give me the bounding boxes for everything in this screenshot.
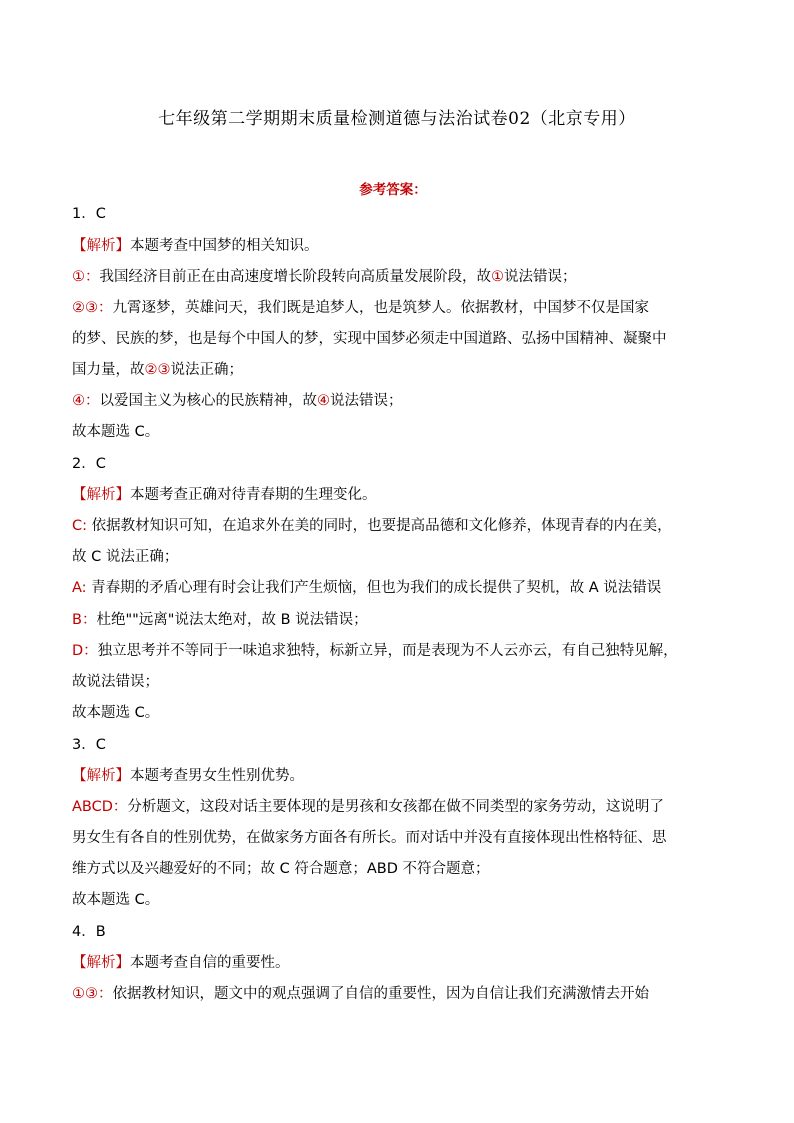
answer-line bbox=[72, 672, 732, 692]
answer-line bbox=[72, 735, 732, 755]
highlight-text: A: bbox=[72, 580, 92, 596]
highlight-text: ①③： bbox=[72, 986, 113, 1002]
line-text: 本题考查中国梦的相关知识。 bbox=[130, 238, 319, 254]
line-text: 依据教材知识，题文中的观点强调了自信的重要性，因为自信让我们充满激情去开始 bbox=[112, 986, 649, 1002]
line-text: 依据教材知识可知，在追求外在美的同时，也要提高品德和文化修养，体现青春的内在美， bbox=[91, 518, 672, 534]
answer-line bbox=[72, 922, 732, 942]
line-text: 独立思考并不等同于一味追求独特，标新立异，而是表现为不人云亦云，有自己独特见解， bbox=[97, 643, 678, 659]
line-text: 的梦、民族的梦，也是每个中国人的梦，实现中国梦必须走中国道路、弘扬中国精神、凝聚中 bbox=[72, 331, 667, 347]
highlight-text: ④ bbox=[317, 393, 330, 409]
document-title: 七年级第二学期期末质量检测道德与法治试卷02（北京专用） bbox=[158, 109, 636, 129]
highlight-text: B： bbox=[72, 612, 97, 628]
line-text: 1．C bbox=[72, 206, 106, 222]
answer-line bbox=[72, 859, 732, 879]
line-text: 2．C bbox=[72, 456, 106, 472]
answer-line bbox=[72, 516, 732, 536]
answer-line bbox=[72, 485, 732, 505]
line-text: 我国经济目前正在由高速度增长阶段转向高质量发展阶段，故 bbox=[99, 269, 491, 285]
answer-line bbox=[72, 828, 732, 848]
line-text: 故 C 说法正确； bbox=[72, 549, 179, 565]
answer-line bbox=[72, 953, 732, 973]
highlight-text: ①： bbox=[72, 269, 100, 285]
highlight-text: C: bbox=[72, 518, 92, 534]
answer-line bbox=[72, 610, 732, 630]
answer-line bbox=[72, 547, 732, 567]
line-text: 说法正确； bbox=[170, 362, 243, 378]
answer-line bbox=[72, 329, 732, 349]
answer-line bbox=[72, 641, 732, 661]
answer-line bbox=[72, 797, 732, 817]
line-text: 维方式以及兴趣爱好的不同；故 C 符合题意；ABD 不符合题意； bbox=[72, 861, 490, 877]
answer-line bbox=[72, 703, 732, 723]
line-text: 故本题选 C。 bbox=[72, 892, 160, 908]
highlight-text: 【解析】 bbox=[72, 238, 130, 254]
line-text: 男女生有各自的性别优势，在做家务方面各有所长。而对话中并没有直接体现出性格特征、思 bbox=[72, 830, 667, 846]
answer-line bbox=[72, 890, 732, 910]
answer-line bbox=[72, 204, 732, 224]
answer-line bbox=[72, 578, 732, 598]
highlight-text: ④： bbox=[72, 393, 100, 409]
highlight-text: ②③ bbox=[144, 362, 171, 378]
line-text: 本题考查男女生性别优势。 bbox=[130, 768, 304, 784]
line-text: 说法错误； bbox=[330, 393, 403, 409]
line-text: 分析题文，这段对话主要体现的是男孩和女孩都在做不同类型的家务劳动，这说明了 bbox=[127, 799, 664, 815]
highlight-text: ABCD： bbox=[72, 799, 128, 815]
answer-line bbox=[72, 360, 732, 380]
line-text: 国力量，故 bbox=[72, 362, 145, 378]
line-text: 以爱国主义为核心的民族精神，故 bbox=[99, 393, 317, 409]
line-text: 故说法错误； bbox=[72, 674, 159, 690]
highlight-text: ① bbox=[491, 269, 504, 285]
line-text: 杜绝""远离"说法太绝对，故 B 说法错误； bbox=[96, 612, 368, 628]
line-text: 故本题选 C。 bbox=[72, 705, 160, 721]
highlight-text: ②③： bbox=[72, 300, 113, 316]
answer-line bbox=[72, 422, 732, 442]
line-text: 4．B bbox=[72, 924, 106, 940]
line-text: 本题考查自信的重要性。 bbox=[130, 955, 290, 971]
highlight-text: 【解析】 bbox=[72, 768, 130, 784]
answer-heading: 参考答案： bbox=[359, 182, 427, 198]
answer-line bbox=[72, 298, 732, 318]
highlight-text: 【解析】 bbox=[72, 955, 130, 971]
answer-line bbox=[72, 391, 732, 411]
answer-line bbox=[72, 454, 732, 474]
line-text: 故本题选 C。 bbox=[72, 424, 160, 440]
line-text: 3．C bbox=[72, 737, 106, 753]
highlight-text: 【解析】 bbox=[72, 487, 130, 503]
answer-line bbox=[72, 267, 732, 287]
line-text: 说法错误； bbox=[504, 269, 577, 285]
line-text: 九霄逐梦，英雄问天，我们既是追梦人，也是筑梦人。依据教材，中国梦不仅是国家 bbox=[112, 300, 649, 316]
answer-line bbox=[72, 236, 732, 256]
highlight-text: D： bbox=[72, 643, 98, 659]
answer-line bbox=[72, 766, 732, 786]
answer-line bbox=[72, 984, 732, 1004]
line-text: 本题考查正确对待青春期的生理变化。 bbox=[130, 487, 377, 503]
line-text: 青春期的矛盾心理有时会让我们产生烦恼，但也为我们的成长提供了契机，故 A 说法错误 bbox=[91, 580, 662, 596]
